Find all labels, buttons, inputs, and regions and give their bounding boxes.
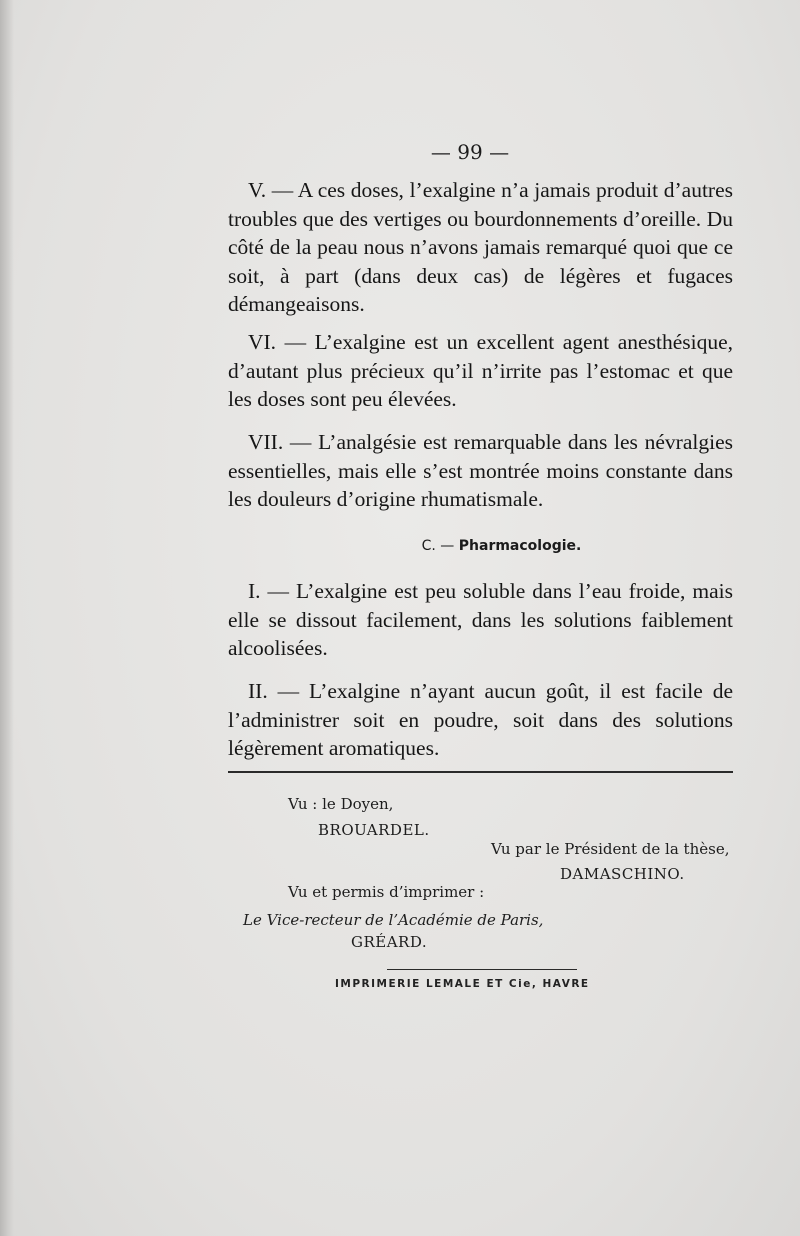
printer-imprint: IMPRIMERIE LEMALE ET Cie, HAVRE [335,978,590,990]
paragraph-v: V. — A ces doses, l’exalgine n’a jamais produit d’autres troubles que des vertiges ou bourdonnements d’oreille. Du côté de la peau nous n’avons jamais remarqué quoi que ce soit, à part (dans deux cas) de légères et fugaces démangeaisons. [228,178,733,316]
paragraph-vi: VI. — L’exalgine est un excellent agent anesthésique, d’autant plus précieux qu’il n’irrite pas l’estomac et que les doses sont peu élevées. [228,330,733,411]
page-number: — 99 — [430,140,510,164]
approval-doyen-name: BROUARDEL. [318,821,430,839]
section-prefix: C. — [421,538,455,554]
binding-edge [0,0,14,1236]
horizontal-rule [228,771,733,773]
approval-president-name: DAMASCHINO. [560,865,685,883]
paragraph-vii: VII. — L’analgésie est remarquable dans les névralgies essentielles, mais elle s’est montrée moins constante dans les douleurs d’origine rhumatismale. [228,430,733,511]
approval-vu-permis: Vu et permis d’imprimer : [288,883,485,901]
approval-vu-doyen: Vu : le Doyen, [288,795,394,813]
printer-rule [387,969,577,970]
section-title: Pharmacologie. [458,538,582,554]
approval-vice-recteur: Le Vice-recteur de l’Académie de Paris, [243,911,544,929]
section-heading [228,538,733,554]
approval-vu-president: Vu par le Président de la thèse, [491,840,730,858]
paragraph-pharma-ii: II. — L’exalgine n’ayant aucun goût, il est facile de l’administrer soit en poudre, soit dans des solutions légèrement aromatiques. [228,679,733,760]
approval-recteur-name: GRÉARD. [351,933,428,951]
paragraph-pharma-i: I. — L’exalgine est peu soluble dans l’eau froide, mais elle se dissout facilement, dans les solutions faiblement alcoolisées. [228,579,733,660]
